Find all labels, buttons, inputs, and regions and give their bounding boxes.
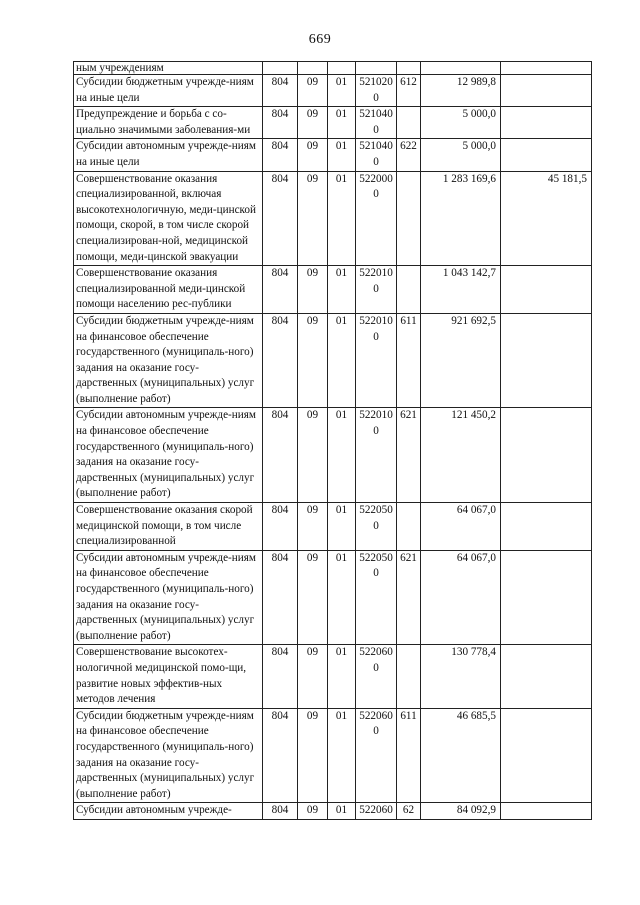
subsection-code: 01 xyxy=(328,171,356,266)
amount-secondary xyxy=(501,645,592,708)
section-code: 09 xyxy=(298,408,328,503)
amount: 12 989,8 xyxy=(421,75,501,107)
subsection-code: 01 xyxy=(328,708,356,803)
ministry-code: 804 xyxy=(263,266,298,314)
page-number: 669 xyxy=(308,32,332,47)
ministry-code: 804 xyxy=(263,503,298,551)
subsection-code: 01 xyxy=(328,313,356,408)
expense-type-code xyxy=(397,107,421,139)
amount xyxy=(421,62,501,75)
expense-type-code: 62 xyxy=(397,803,421,820)
subsection-code: 01 xyxy=(328,645,356,708)
amount-secondary xyxy=(501,313,592,408)
expense-type-code: 612 xyxy=(397,75,421,107)
budget-table xyxy=(73,61,592,820)
section-code: 09 xyxy=(298,313,328,408)
section-code xyxy=(298,62,328,75)
row-name: ным учреждениям xyxy=(74,62,263,75)
subsection-code: 01 xyxy=(328,107,356,139)
ministry-code: 804 xyxy=(263,313,298,408)
amount-secondary xyxy=(501,266,592,314)
expense-type-code xyxy=(397,62,421,75)
target-article-code xyxy=(356,62,397,75)
target-article-code: 5210200 xyxy=(356,75,397,107)
section-code: 09 xyxy=(298,503,328,551)
table-row xyxy=(74,139,592,171)
expense-type-code xyxy=(397,171,421,266)
ministry-code: 804 xyxy=(263,645,298,708)
subsection-code: 01 xyxy=(328,503,356,551)
target-article-code: 5220100 xyxy=(356,266,397,314)
target-article-code: 5220500 xyxy=(356,550,397,645)
expense-type-code: 621 xyxy=(397,550,421,645)
subsection-code: 01 xyxy=(328,139,356,171)
expense-type-code: 611 xyxy=(397,708,421,803)
table-row xyxy=(74,550,592,645)
row-name: Субсидии автономным учрежде-ниям на иные цели xyxy=(74,139,263,171)
table-row xyxy=(74,803,592,820)
amount: 121 450,2 xyxy=(421,408,501,503)
table-row xyxy=(74,62,592,75)
amount-secondary xyxy=(501,75,592,107)
subsection-code xyxy=(328,62,356,75)
row-name: Совершенствование оказания специализированной меди-цинской помощи населению рес-публики xyxy=(74,266,263,314)
table-row xyxy=(74,645,592,708)
target-article-code: 5220100 xyxy=(356,408,397,503)
section-code: 09 xyxy=(298,107,328,139)
ministry-code xyxy=(263,62,298,75)
target-article-code: 5220100 xyxy=(356,313,397,408)
ministry-code: 804 xyxy=(263,171,298,266)
amount: 5 000,0 xyxy=(421,107,501,139)
ministry-code: 804 xyxy=(263,139,298,171)
table-row xyxy=(74,266,592,314)
ministry-code: 804 xyxy=(263,708,298,803)
ministry-code: 804 xyxy=(263,550,298,645)
amount: 1 283 169,6 xyxy=(421,171,501,266)
table-row xyxy=(74,408,592,503)
amount-secondary xyxy=(501,62,592,75)
target-article-code: 522060 xyxy=(356,803,397,820)
amount: 64 067,0 xyxy=(421,503,501,551)
row-name: Субсидии бюджетным учрежде-ниям на финансовое обеспечение государственного (муниципаль-ного) задания на оказание госу-дарственных (муниципальных) услуг (выполнение работ) xyxy=(74,313,263,408)
target-article-code: 5220000 xyxy=(356,171,397,266)
section-code: 09 xyxy=(298,708,328,803)
subsection-code: 01 xyxy=(328,550,356,645)
target-article-code: 5210400 xyxy=(356,107,397,139)
table-row xyxy=(74,503,592,551)
expense-type-code: 611 xyxy=(397,313,421,408)
section-code: 09 xyxy=(298,75,328,107)
row-name: Предупреждение и борьба с со-циально значимыми заболевания-ми xyxy=(74,107,263,139)
amount-secondary xyxy=(501,503,592,551)
row-name: Субсидии автономным учрежде-ниям на финансовое обеспечение государственного (муниципаль-ного) задания на оказание госу-дарственных (муниципальных) услуг (выполнение работ) xyxy=(74,408,263,503)
section-code: 09 xyxy=(298,139,328,171)
row-name: Совершенствование оказания скорой медицинской помощи, в том числе специализированной xyxy=(74,503,263,551)
section-code: 09 xyxy=(298,645,328,708)
amount: 64 067,0 xyxy=(421,550,501,645)
ministry-code: 804 xyxy=(263,803,298,820)
target-article-code: 5210400 xyxy=(356,139,397,171)
section-code: 09 xyxy=(298,550,328,645)
row-name: Субсидии автономным учрежде- xyxy=(74,803,263,820)
expense-type-code xyxy=(397,645,421,708)
amount: 5 000,0 xyxy=(421,139,501,171)
target-article-code: 5220600 xyxy=(356,645,397,708)
expense-type-code xyxy=(397,503,421,551)
ministry-code: 804 xyxy=(263,408,298,503)
subsection-code: 01 xyxy=(328,803,356,820)
section-code: 09 xyxy=(298,803,328,820)
ministry-code: 804 xyxy=(263,75,298,107)
row-name: Совершенствование оказания специализированной, включая высокотехнологичную, меди-цинской помощи, скорой, в том числе скорой специализирован-ной, медицинской помощи, меди-цинской эвакуации xyxy=(74,171,263,266)
expense-type-code: 621 xyxy=(397,408,421,503)
amount: 1 043 142,7 xyxy=(421,266,501,314)
table-row xyxy=(74,313,592,408)
row-name: Субсидии бюджетным учрежде-ниям на финансовое обеспечение государственного (муниципаль-ного) задания на оказание госу-дарственных (муниципальных) услуг (выполнение работ) xyxy=(74,708,263,803)
row-name: Субсидии бюджетным учрежде-ниям на иные цели xyxy=(74,75,263,107)
amount: 46 685,5 xyxy=(421,708,501,803)
target-article-code: 5220500 xyxy=(356,503,397,551)
amount-secondary xyxy=(501,139,592,171)
amount-secondary xyxy=(501,408,592,503)
subsection-code: 01 xyxy=(328,408,356,503)
amount-secondary xyxy=(501,550,592,645)
ministry-code: 804 xyxy=(263,107,298,139)
amount-secondary: 45 181,5 xyxy=(501,171,592,266)
amount-secondary xyxy=(501,803,592,820)
amount-secondary xyxy=(501,708,592,803)
table-row xyxy=(74,75,592,107)
amount: 921 692,5 xyxy=(421,313,501,408)
row-name: Совершенствование высокотех-нологичной медицинской помо-щи, развитие новых эффектив-ных методов лечения xyxy=(74,645,263,708)
row-name: Субсидии автономным учрежде-ниям на финансовое обеспечение государственного (муниципаль-ного) задания на оказание госу-дарственных (муниципальных) услуг (выполнение работ) xyxy=(74,550,263,645)
amount-secondary xyxy=(501,107,592,139)
section-code: 09 xyxy=(298,171,328,266)
table-row xyxy=(74,708,592,803)
table-row xyxy=(74,171,592,266)
subsection-code: 01 xyxy=(328,75,356,107)
expense-type-code: 622 xyxy=(397,139,421,171)
section-code: 09 xyxy=(298,266,328,314)
amount: 130 778,4 xyxy=(421,645,501,708)
expense-type-code xyxy=(397,266,421,314)
table-row xyxy=(74,107,592,139)
amount: 84 092,9 xyxy=(421,803,501,820)
subsection-code: 01 xyxy=(328,266,356,314)
target-article-code: 5220600 xyxy=(356,708,397,803)
